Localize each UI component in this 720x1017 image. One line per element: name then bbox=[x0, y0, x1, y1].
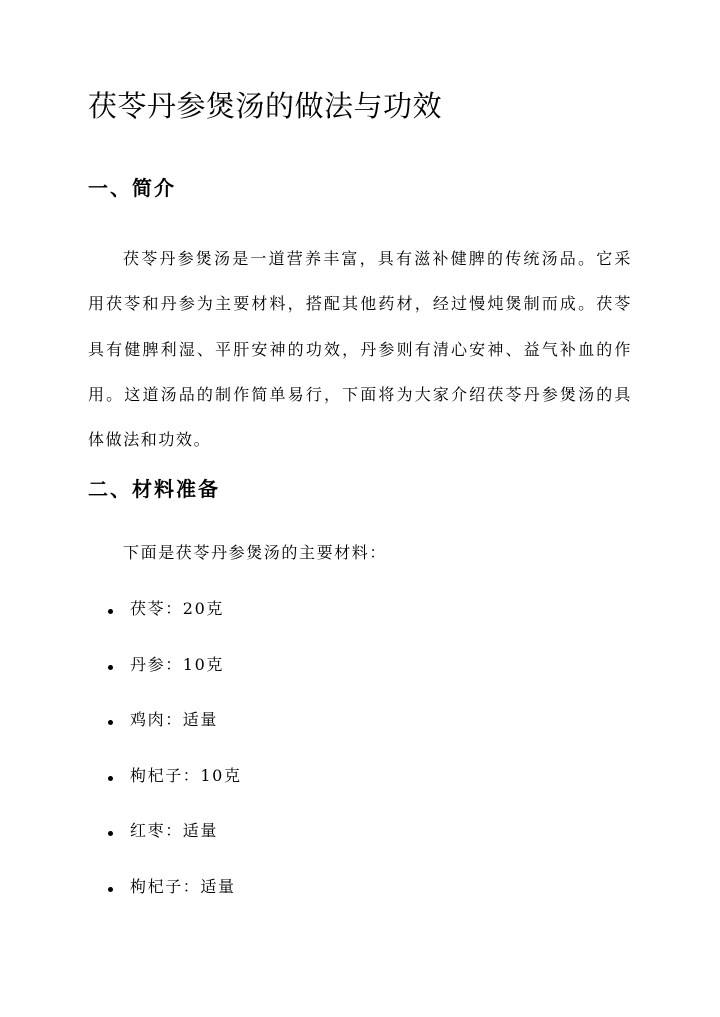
section-heading-materials: 二、材料准备 bbox=[88, 477, 220, 501]
introduction-paragraph: 茯苓丹参煲汤是一道营养丰富，具有滋补健脾的传统汤品。它采用茯苓和丹参为主要材料，搭配其他药材，经过慢炖煲制而成。茯苓具有健脾利湿、平肝安神的功效，丹参则有清心安神、益气补血的作用。这道汤品的制作简单易行，下面将为大家介绍茯苓丹参煲汤的具体做法和功效。 bbox=[88, 249, 632, 450]
list-item-text: 丹参：10克 bbox=[130, 654, 224, 674]
bullet-icon bbox=[108, 887, 113, 892]
list-item-text: 茯苓：20克 bbox=[130, 599, 224, 618]
list-item-text: 红枣：适量 bbox=[130, 821, 219, 841]
bullet-icon bbox=[108, 776, 113, 781]
bullet-icon bbox=[108, 609, 113, 614]
list-item-text: 枸杞子：适量 bbox=[130, 876, 236, 896]
document-title: 茯苓丹参煲汤的做法与功效 bbox=[88, 89, 443, 123]
section-heading-introduction: 一、简介 bbox=[88, 176, 176, 200]
list-item-text: 枸杞子：10克 bbox=[130, 765, 242, 785]
bullet-icon bbox=[108, 720, 113, 725]
bullet-icon bbox=[108, 831, 113, 836]
bullet-icon bbox=[108, 665, 113, 670]
list-item-text: 鸡肉：适量 bbox=[130, 710, 219, 730]
materials-lead-text: 下面是茯苓丹参煲汤的主要材料： bbox=[123, 543, 388, 562]
